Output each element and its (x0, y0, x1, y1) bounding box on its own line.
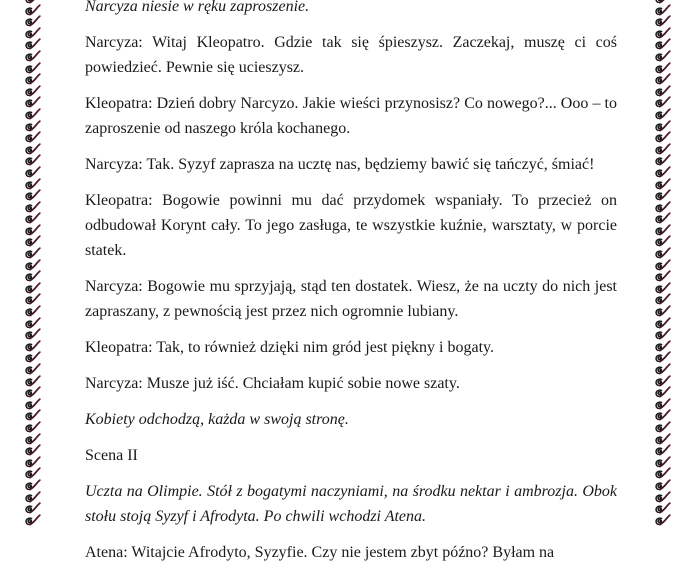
dialogue-line: Kleopatra: Dzień dobry Narcyzo. Jakie wieści przynosisz? Co nowego?... Ooo – to zaproszenie od naszego króla kochanego. (85, 95, 617, 137)
right-decorative-border (652, 0, 674, 534)
dialogue-line: Narcyza: Bogowie mu sprzyjają, stąd ten dostatek. Wiesz, że na uczty do nich jest zapraszany, z pewnością jest przez nich ogromnie lubiany. (85, 278, 617, 320)
dialogue-line: Kleopatra: Tak, to również dzięki nim gród jest piękny i bogaty. (85, 339, 494, 356)
stage-direction: Uczta na Olimpie. Stół z bogatymi naczyniami, na środku nektar i ambrozja. Obok stołu stoją Syzyf i Afrodyta. Po chwili wchodzi Atena. (85, 483, 617, 525)
dialogue-line: Kleopatra: Bogowie powinni mu dać przydomek wspaniały. To przecież on odbudował Korynt cały. To jego zasługa, te wszystkie kuźnie, warsztaty, w porcie statek. (85, 192, 617, 259)
stage-direction: Narcyza niesie w ręku zaproszenie. (85, 0, 310, 15)
scene-heading: Scena II (85, 447, 138, 464)
dialogue-line: Narcyza: Musze już iść. Chciałam kupić sobie nowe szaty. (85, 375, 460, 392)
dialogue-line: Narcyza: Witaj Kleopatro. Gdzie tak się śpieszysz. Zaczekaj, muszę ci coś powiedzieć. Pewnie się ucieszysz. (85, 34, 617, 76)
swirl-ornament-icon (23, 516, 43, 528)
dialogue-line: Narcyza: Tak. Syzyf zaprasza na ucztę nas, będziemy bawić się tańczyć, śmiać! (85, 156, 595, 173)
left-decorative-border (22, 0, 44, 534)
document-page (85, 0, 617, 576)
stage-direction: Kobiety odchodzą, każda w swoją stronę. (85, 411, 349, 428)
dialogue-line: Atena: Witajcie Afrodyto, Syzyfie. Czy nie jestem zbyt późno? Byłam na (85, 544, 555, 561)
swirl-ornament-icon (653, 516, 673, 528)
